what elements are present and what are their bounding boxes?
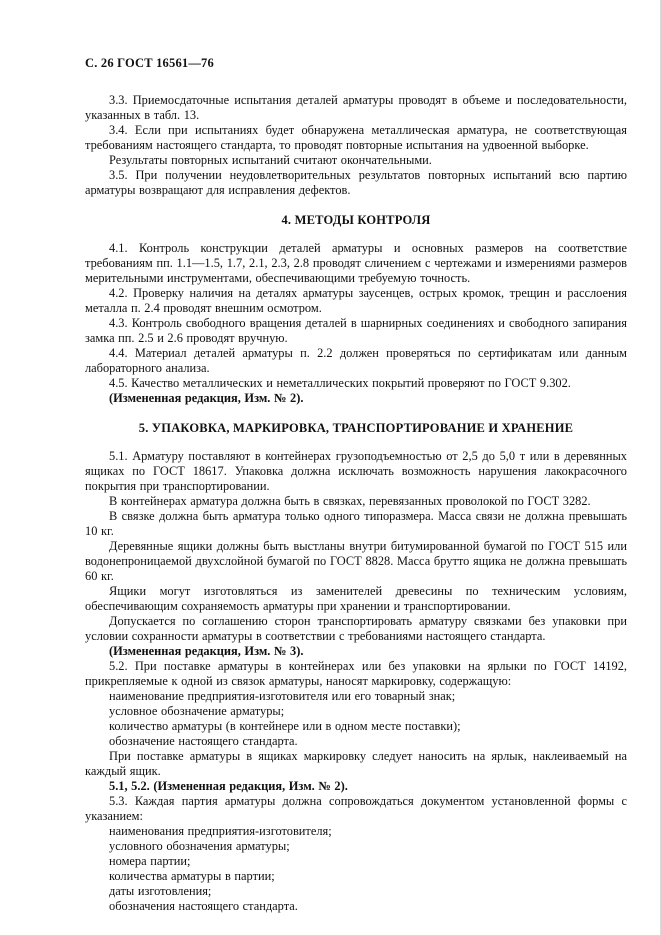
paragraph: даты изготовления; <box>109 884 212 898</box>
paragraph: При поставке арматуры в ящиках маркировку следует наносить на ярлык, наклеиваемый на каждый ящик. <box>85 749 627 778</box>
paragraph: Деревянные ящики должны быть выстланы внутри битумированной бумагой по ГОСТ 515 или водонепроницаемой двухслойной бумагой по ГОСТ 8828. Масса брутто ящика не должна превышать 60 кг. <box>85 539 627 583</box>
paragraph: 3.4. Если при испытаниях будет обнаружена металлическая арматура, не соответствующая требованиям настоящего стандарта, то проводят повторные испытания на удвоенной выборке. <box>85 123 627 152</box>
paragraph: наименования предприятия-изготовителя; <box>109 824 332 838</box>
paragraph: 4.5. Качество металлических и неметаллических покрытий проверяют по ГОСТ 9.302. <box>109 376 571 390</box>
paragraph: 3.3. Приемосдаточные испытания деталей арматуры проводят в объеме и последовательности, указанных в табл. 13. <box>85 93 627 122</box>
paragraph: условного обозначения арматуры; <box>109 839 290 853</box>
paragraph: наименование предприятия-изготовителя или его товарный знак; <box>109 689 456 703</box>
paragraph: обозначения настоящего стандарта. <box>109 899 298 913</box>
paragraph: 5.3. Каждая партия арматуры должна сопровождаться документом установленной формы с указанием: <box>85 794 627 823</box>
paragraph: обозначение настоящего стандарта. <box>109 734 298 748</box>
amendment-note: 5.1, 5.2. (Измененная редакция, Изм. № 2). <box>109 779 348 793</box>
page-header: С. 26 ГОСТ 16561—76 <box>85 56 214 70</box>
paragraph: 4.1. Контроль конструкции деталей арматуры и основных размеров на соответствие требованиям пп. 1.1—1.5, 1.7, 2.1, 2.3, 2.8 проводят сличением с чертежами и измерениями размеров мерительными инструментами, обеспечивающими требуемую точность. <box>85 241 627 285</box>
paragraph: 5.2. При поставке арматуры в контейнерах или без упаковки на ярлыки по ГОСТ 14192, прикрепляемые к одной из связок арматуры, наносят маркировку, содержащую: <box>85 659 627 688</box>
paragraph: 4.4. Материал деталей арматуры п. 2.2 должен проверяться по сертификатам или данным лабораторного анализа. <box>85 346 627 375</box>
paragraph: 4.2. Проверку наличия на деталях арматуры заусенцев, острых кромок, трещин и расслоения металла п. 2.4 проводят внешним осмотром. <box>85 286 627 315</box>
paragraph: В связке должна быть арматура только одного типоразмера. Масса связи не должна превышать 10 кг. <box>85 509 627 538</box>
paragraph: В контейнерах арматура должна быть в связках, перевязанных проволокой по ГОСТ 3282. <box>109 494 591 508</box>
paragraph: Ящики могут изготовляться из заменителей древесины по техническим условиям, обеспечивающим сохраняемость арматуры при хранении и транспортировании. <box>85 584 627 613</box>
section-heading: 5. УПАКОВКА, МАРКИРОВКА, ТРАНСПОРТИРОВАНИЕ И ХРАНЕНИЕ <box>138 421 574 435</box>
amendment-note: (Измененная редакция, Изм. № 2). <box>109 391 304 405</box>
paragraph: количество арматуры (в контейнере или в одном месте поставки); <box>109 719 461 733</box>
amendment-note: (Измененная редакция, Изм. № 3). <box>109 644 304 658</box>
document-body <box>85 93 627 914</box>
paragraph: номера партии; <box>109 854 191 868</box>
paragraph: количества арматуры в партии; <box>109 869 275 883</box>
paragraph: 4.3. Контроль свободного вращения деталей в шарнирных соединениях и свободного запирания замка пп. 2.5 и 2.6 проводят вручную. <box>85 316 627 345</box>
paragraph: 5.1. Арматуру поставляют в контейнерах грузоподъемностью от 2,5 до 5,0 т или в деревянных ящиках по ГОСТ 18617. Упаковка должна исключать возможность нарушения лакокрасочного покрытия при транспортировании. <box>85 449 627 493</box>
paragraph: Результаты повторных испытаний считают окончательными. <box>109 153 432 167</box>
section-heading: 4. МЕТОДЫ КОНТРОЛЯ <box>281 213 431 227</box>
paragraph: Допускается по соглашению сторон транспортировать арматуру связками без упаковки при условии сохранности арматуры в соответствии с требованиями настоящего стандарта. <box>85 614 627 643</box>
paragraph: 3.5. При получении неудовлетворительных результатов повторных испытаний всю партию арматуры возвращают для исправления дефектов. <box>85 168 627 197</box>
paragraph: условное обозначение арматуры; <box>109 704 285 718</box>
